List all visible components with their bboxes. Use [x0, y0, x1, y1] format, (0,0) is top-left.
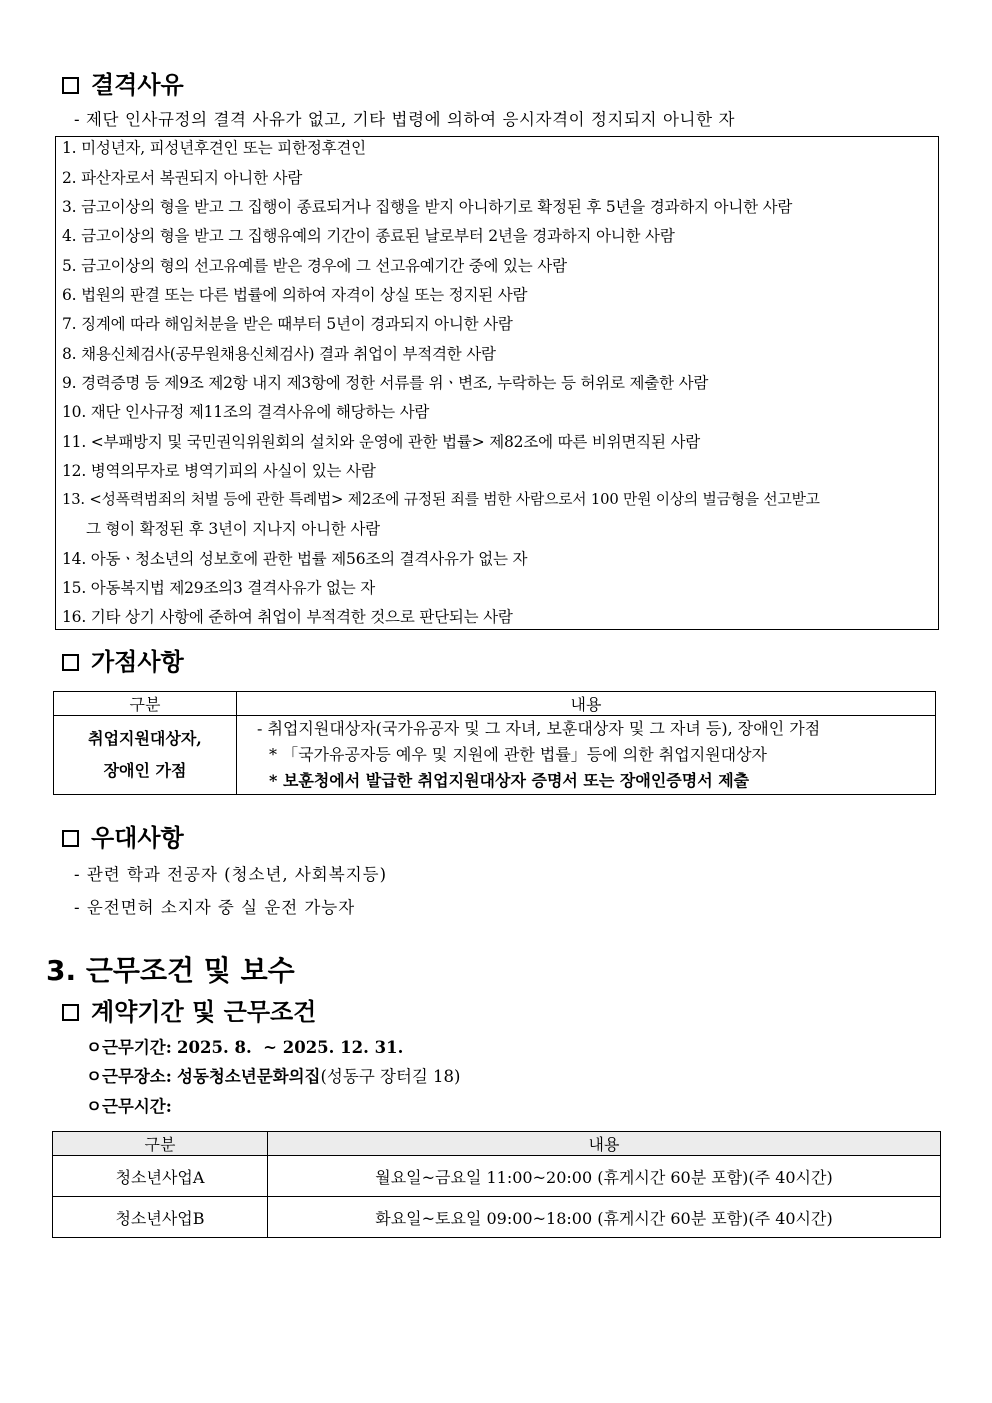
list-item: 6. 법원의 판결 또는 다른 법률에 의하여 자격이 상실 또는 정지된 사람 — [62, 286, 528, 304]
section-title-preference: 우대사항 — [62, 823, 184, 853]
checkbox-square-icon — [62, 830, 79, 847]
work-place-address: (성동구 장터길 18) — [320, 1067, 461, 1086]
work-place-value: 성동청소년문화의집 — [177, 1067, 321, 1086]
bonus-table — [53, 691, 936, 795]
section-title-contract: 계약기간 및 근무조건 — [62, 997, 316, 1027]
preference-item: - 운전면허 소지자 중 실 운전 가능자 — [74, 898, 356, 917]
work-period-label: ㅇ근무기간: — [86, 1038, 172, 1057]
table-header-category: 구분 — [54, 692, 237, 716]
list-item: 4. 금고이상의 형을 받고 그 집행유예의 기간이 종료된 날로부터 2년을 경과하지 아니한 사람 — [62, 227, 675, 245]
disqualification-list-box — [55, 136, 939, 630]
section-title-disqualification: 결격사유 — [62, 70, 184, 100]
list-item: 15. 아동복지법 제29조의3 결격사유가 없는 자 — [62, 579, 376, 597]
disqualification-intro: - 제단 인사규정의 결격 사유가 없고, 기타 법령에 의하여 응시자격이 정지되지 아니한 자 — [74, 110, 736, 129]
list-item: 16. 기타 상기 사항에 준하여 취업이 부적격한 것으로 판단되는 사람 — [62, 608, 513, 626]
table-cell-category: 청소년사업B — [53, 1197, 268, 1238]
checkbox-square-icon — [62, 1004, 79, 1021]
work-hours-label: ㅇ근무시간: — [86, 1097, 172, 1116]
list-item: 9. 경력증명 등 제9조 제2항 내지 제3항에 정한 서류를 위ㆍ변조, 누락하는 등 허위로 제출한 사람 — [62, 374, 709, 392]
list-item: 1. 미성년자, 피성년후견인 또는 피한정후견인 — [62, 139, 366, 157]
checkbox-square-icon — [62, 77, 79, 94]
work-period-value: 2025. 8. ~ 2025. 12. 31. — [177, 1038, 404, 1057]
list-item: 3. 금고이상의 형을 받고 그 집행이 종료되거나 집행을 받지 아니하기로 확정된 후 5년을 경과하지 아니한 사람 — [62, 198, 793, 216]
work-place-label: ㅇ근무장소: — [86, 1067, 172, 1086]
main-section-title: 3. 근무조건 및 보수 — [46, 954, 295, 987]
table-header-content: 내용 — [237, 692, 936, 716]
list-item: 2. 파산자로서 복권되지 아니한 사람 — [62, 169, 303, 187]
list-item: 8. 채용신체검사(공무원채용신체검사) 결과 취업이 부적격한 사람 — [62, 345, 496, 363]
list-item-continuation: 그 형이 확정된 후 3년이 지나지 아니한 사람 — [86, 520, 380, 538]
list-item: 12. 병역의무자로 병역기피의 사실이 있는 사람 — [62, 462, 376, 480]
preference-item: - 관련 학과 전공자 (청소년, 사회복지등) — [74, 865, 388, 884]
work-place-line — [86, 1066, 461, 1088]
table-cell-category: 청소년사업A — [53, 1156, 268, 1197]
table-header-category: 구분 — [53, 1132, 268, 1156]
bonus-category-line: 장애인 가점 — [103, 761, 187, 780]
bonus-content-line: - 취업지원대상자(국가유공자 및 그 자녀, 보훈대상자 및 그 자녀 등), 장애인 가점 — [257, 719, 821, 738]
work-hours-table — [52, 1131, 941, 1238]
section-title-bonus: 가점사항 — [62, 647, 184, 677]
bonus-content-line: * 보훈청에서 발급한 취업지원대상자 증명서 또는 장애인증명서 제출 — [269, 771, 750, 790]
bonus-category-cell — [54, 716, 237, 795]
bonus-content-cell — [237, 716, 936, 795]
list-item: 7. 징계에 따라 해임처분을 받은 때부터 5년이 경과되지 아니한 사람 — [62, 315, 513, 333]
table-cell-content: 월요일~금요일 11:00~20:00 (휴게시간 60분 포함)(주 40시간) — [268, 1156, 941, 1197]
table-row — [53, 1156, 941, 1197]
list-item: 11. <부패방지 및 국민권익위원회의 설치와 운영에 관한 법률> 제82조에 따른 비위면직된 사람 — [62, 433, 701, 451]
bonus-content-line: * 「국가유공자등 예우 및 지원에 관한 법률」등에 의한 취업지원대상자 — [269, 745, 768, 764]
bonus-category-line: 취업지원대상자, — [88, 729, 202, 748]
checkbox-square-icon — [62, 654, 79, 671]
list-item: 10. 재단 인사규정 제11조의 결격사유에 해당하는 사람 — [62, 403, 430, 421]
list-item: 13. <성폭력범죄의 처벌 등에 관한 특례법> 제2조에 규정된 죄를 범한 사람으로서 100 만원 이상의 벌금형을 선고받고 — [62, 491, 820, 508]
list-item: 14. 아동ㆍ청소년의 성보호에 관한 법률 제56조의 결격사유가 없는 자 — [62, 550, 528, 568]
work-hours-line — [86, 1096, 172, 1118]
table-cell-content: 화요일~토요일 09:00~18:00 (휴게시간 60분 포함)(주 40시간) — [268, 1197, 941, 1238]
list-item: 5. 금고이상의 형의 선고유예를 받은 경우에 그 선고유예기간 중에 있는 사람 — [62, 257, 567, 275]
table-row — [53, 1197, 941, 1238]
work-period-line — [86, 1037, 403, 1059]
table-header-content: 내용 — [268, 1132, 941, 1156]
